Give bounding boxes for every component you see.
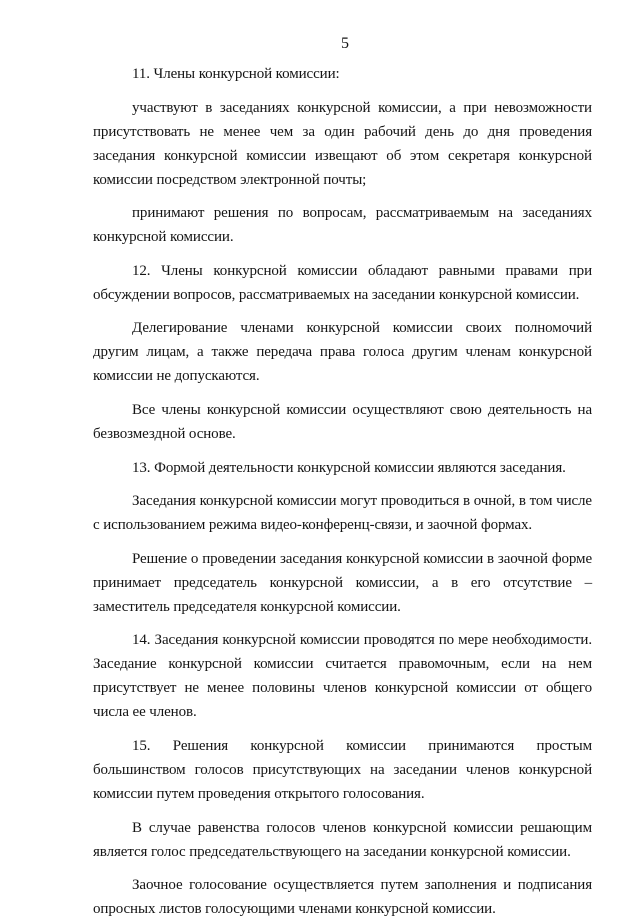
paragraph-tie-vote: В случае равенства голосов членов конкурсной комиссии решающим является голос председательствующего на заседании конкурсной комиссии.: [93, 819, 592, 860]
paragraph-item-13-meetings: 13. Формой деятельности конкурсной комиссии являются заседания.: [132, 459, 566, 476]
paragraph-unpaid-basis: Все члены конкурсной комиссии осуществляют свою деятельность на безвозмездной основе.: [93, 401, 592, 442]
paragraph-item-15-voting: 15. Решения конкурсной комиссии принимаются простым большинством голосов присутствующих на заседании членов конкурсной комиссии путем проведения открытого голосования.: [93, 737, 592, 802]
document-body: [93, 62, 592, 921]
page-number: 5: [341, 35, 349, 52]
paragraph-item-12-equal-rights: 12. Члены конкурсной комиссии обладают равными правами при обсуждении вопросов, рассматриваемых на заседании конкурсной комиссии.: [93, 262, 592, 303]
paragraph-absentee-voting: Заочное голосование осуществляется путем заполнения и подписания опросных листов голосующими членами конкурсной комиссии.: [93, 877, 592, 918]
paragraph-members-participate: участвуют в заседаниях конкурсной комиссии, а при невозможности присутствовать не менее чем за один рабочий день до дня проведения заседания конкурсной комиссии извещают об этом секретаря конкурсной комиссии посредством электронной почты;: [93, 99, 592, 188]
paragraph-remote-meeting-decision: Решение о проведении заседания конкурсной комиссии в заочной форме принимает председатель конкурсной комиссии, а в его отсутствие – заместитель председателя конкурсной комиссии.: [93, 550, 592, 615]
paragraph-meeting-forms: Заседания конкурсной комиссии могут проводиться в очной, в том числе с использованием режима видео-конференц-связи, и заочной формах.: [93, 493, 592, 534]
paragraph-item-14-quorum: 14. Заседания конкурсной комиссии проводятся по мере необходимости. Заседание конкурсной комиссии считается правомочным, если на нем присутствует не менее половины членов конкурсной комиссии от общего числа ее членов.: [93, 632, 592, 721]
paragraph-item-11-heading: 11. Члены конкурсной комиссии:: [132, 66, 340, 82]
paragraph-delegation: Делегирование членами конкурсной комиссии своих полномочий другим лицам, а также передача права голоса другим членам конкурсной комиссии не допускаются.: [93, 320, 592, 385]
paragraph-members-decide: принимают решения по вопросам, рассматриваемым на заседаниях конкурсной комиссии.: [93, 205, 592, 246]
